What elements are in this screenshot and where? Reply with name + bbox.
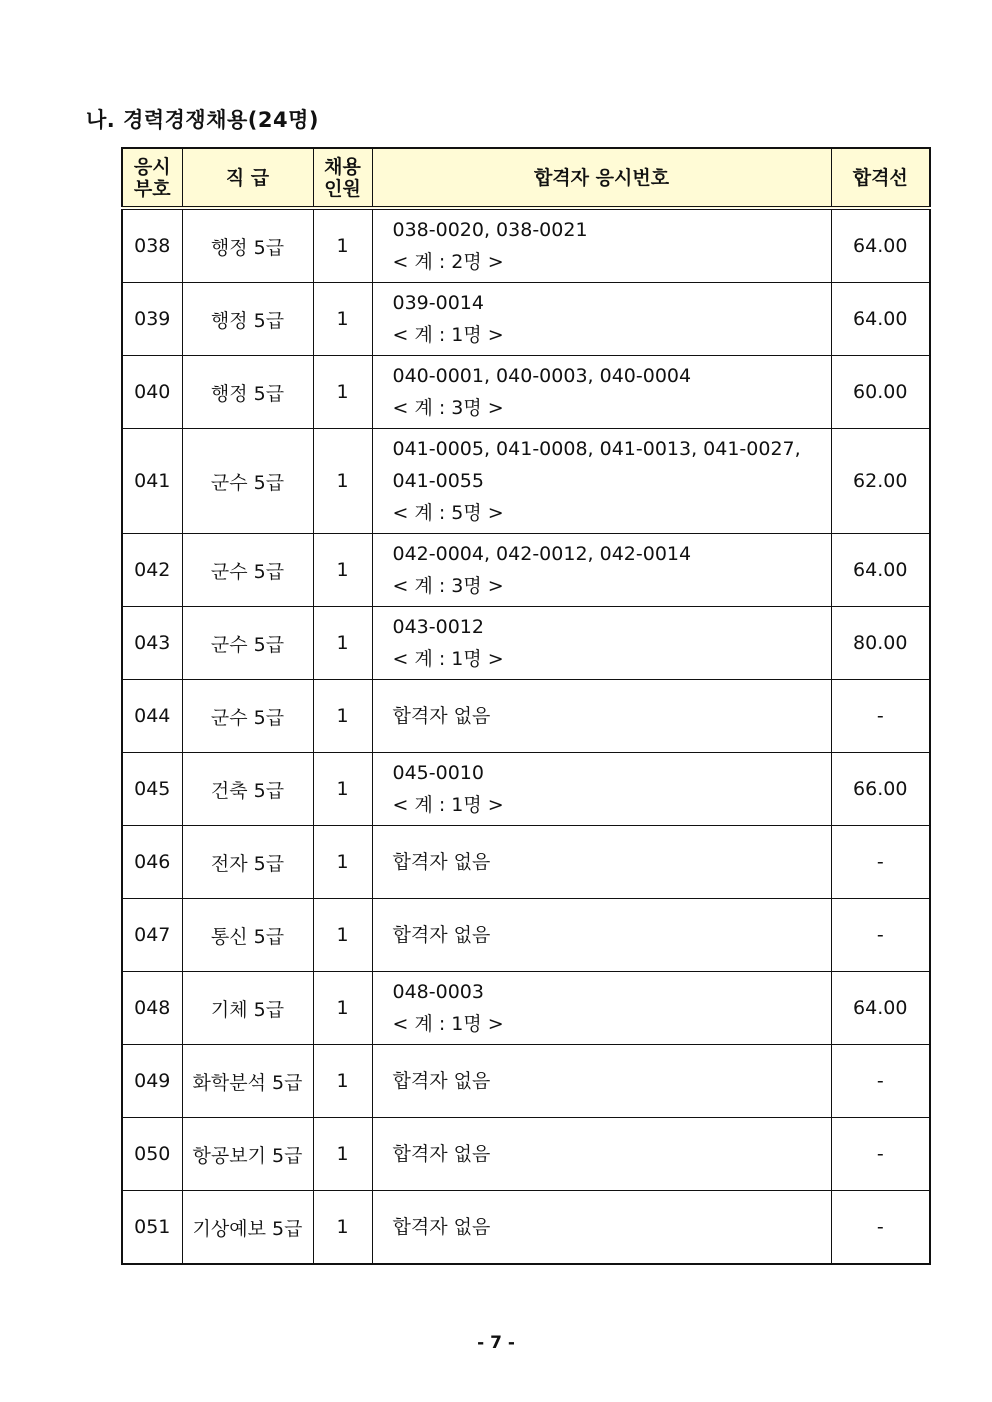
grade-cell: 행정 5급 <box>182 283 313 356</box>
section-title: 나. 경력경쟁채용(24명) <box>86 108 319 132</box>
hires-cell: 1 <box>313 1045 372 1118</box>
table-row <box>122 972 930 1045</box>
cutoff-cell: - <box>831 1118 930 1191</box>
hires-cell: 1 <box>313 534 372 607</box>
passer-numbers-line: 합격자 없음 <box>392 1143 491 1165</box>
passer-numbers-line: 045-0010 <box>392 762 484 784</box>
hires-cell: 1 <box>313 607 372 680</box>
exam-code-cell: 040 <box>122 356 182 429</box>
table-row <box>122 534 930 607</box>
passer-numbers-cell <box>372 1045 831 1118</box>
passer-numbers-line: 합격자 없음 <box>392 851 491 873</box>
passer-numbers-line: < 계 : 1명 > <box>392 324 504 346</box>
exam-code-cell: 041 <box>122 429 182 534</box>
cutoff-cell: - <box>831 1191 930 1265</box>
grade-cell: 기상예보 5급 <box>182 1191 313 1265</box>
passer-numbers-line: 합격자 없음 <box>392 1070 491 1092</box>
passer-numbers-line: 039-0014 <box>392 292 484 314</box>
hires-cell: 1 <box>313 1191 372 1265</box>
passer-numbers-line: 048-0003 <box>392 981 484 1003</box>
passer-numbers-cell <box>372 753 831 826</box>
passer-numbers-line: < 계 : 2명 > <box>392 251 504 273</box>
cutoff-cell: 64.00 <box>831 208 930 283</box>
grade-cell: 화학분석 5급 <box>182 1045 313 1118</box>
header-numbers: 합격자 응시번호 <box>372 148 831 208</box>
passer-numbers-line: 합격자 없음 <box>392 1216 491 1238</box>
passer-numbers-cell <box>372 208 831 283</box>
table-row <box>122 208 930 283</box>
passer-numbers-cell <box>372 680 831 753</box>
hires-cell: 1 <box>313 899 372 972</box>
passer-numbers-line: 043-0012 <box>392 616 484 638</box>
passer-numbers-cell <box>372 283 831 356</box>
grade-cell: 전자 5급 <box>182 826 313 899</box>
passer-numbers-line: < 계 : 5명 > <box>392 502 504 524</box>
header-cutoff: 합격선 <box>831 148 930 208</box>
grade-cell: 행정 5급 <box>182 208 313 283</box>
hires-cell: 1 <box>313 208 372 283</box>
grade-cell: 건축 5급 <box>182 753 313 826</box>
passer-numbers-cell <box>372 1191 831 1265</box>
exam-code-cell: 039 <box>122 283 182 356</box>
cutoff-cell: - <box>831 826 930 899</box>
cutoff-cell: 66.00 <box>831 753 930 826</box>
header-code-line1: 응시 <box>133 155 171 178</box>
passer-numbers-line: 합격자 없음 <box>392 924 491 946</box>
cutoff-cell: 80.00 <box>831 607 930 680</box>
hires-cell: 1 <box>313 972 372 1045</box>
passer-numbers-cell <box>372 534 831 607</box>
grade-cell: 군수 5급 <box>182 429 313 534</box>
cutoff-cell: 64.00 <box>831 972 930 1045</box>
cutoff-cell: - <box>831 680 930 753</box>
header-hires-line2: 인원 <box>324 177 361 200</box>
hires-cell: 1 <box>313 283 372 356</box>
passer-numbers-line: < 계 : 3명 > <box>392 575 504 597</box>
passer-numbers-cell <box>372 1118 831 1191</box>
table-row <box>122 826 930 899</box>
grade-cell: 행정 5급 <box>182 356 313 429</box>
table-row <box>122 680 930 753</box>
hires-cell: 1 <box>313 680 372 753</box>
passer-numbers-cell <box>372 429 831 534</box>
passer-numbers-line: < 계 : 1명 > <box>392 648 504 670</box>
page-number: - 7 - <box>477 1333 515 1353</box>
table-row <box>122 356 930 429</box>
passer-numbers-cell <box>372 972 831 1045</box>
exam-code-cell: 046 <box>122 826 182 899</box>
header-hires-line1: 채용 <box>324 155 361 178</box>
cutoff-cell: 64.00 <box>831 283 930 356</box>
exam-code-cell: 045 <box>122 753 182 826</box>
passer-numbers-cell <box>372 356 831 429</box>
passer-numbers-line: 038-0020, 038-0021 <box>392 219 588 241</box>
cutoff-cell: 62.00 <box>831 429 930 534</box>
hires-cell: 1 <box>313 1118 372 1191</box>
table-row <box>122 1118 930 1191</box>
table-row <box>122 753 930 826</box>
exam-code-cell: 048 <box>122 972 182 1045</box>
table-row <box>122 1045 930 1118</box>
exam-code-cell: 051 <box>122 1191 182 1265</box>
grade-cell: 군수 5급 <box>182 607 313 680</box>
grade-cell: 통신 5급 <box>182 899 313 972</box>
header-code-line2: 부호 <box>133 177 171 200</box>
cutoff-cell: - <box>831 899 930 972</box>
exam-code-cell: 050 <box>122 1118 182 1191</box>
grade-cell: 항공보기 5급 <box>182 1118 313 1191</box>
exam-code-cell: 044 <box>122 680 182 753</box>
passer-numbers-line: 합격자 없음 <box>392 705 491 727</box>
passer-numbers-line: < 계 : 3명 > <box>392 397 504 419</box>
passer-numbers-line: < 계 : 1명 > <box>392 794 504 816</box>
grade-cell: 군수 5급 <box>182 680 313 753</box>
results-table <box>121 147 931 1265</box>
exam-code-cell: 049 <box>122 1045 182 1118</box>
hires-cell: 1 <box>313 753 372 826</box>
exam-code-cell: 038 <box>122 208 182 283</box>
passer-numbers-cell <box>372 826 831 899</box>
cutoff-cell: - <box>831 1045 930 1118</box>
table-row <box>122 607 930 680</box>
passer-numbers-line: 042-0004, 042-0012, 042-0014 <box>392 543 692 565</box>
passer-numbers-line: < 계 : 1명 > <box>392 1013 504 1035</box>
table-row <box>122 429 930 534</box>
hires-cell: 1 <box>313 429 372 534</box>
table-row <box>122 1191 930 1265</box>
exam-code-cell: 042 <box>122 534 182 607</box>
grade-cell: 군수 5급 <box>182 534 313 607</box>
header-code <box>122 148 182 208</box>
passer-numbers-line: 041-0055 <box>392 470 484 492</box>
header-grade: 직 급 <box>182 148 313 208</box>
exam-code-cell: 043 <box>122 607 182 680</box>
passer-numbers-cell <box>372 899 831 972</box>
hires-cell: 1 <box>313 826 372 899</box>
hires-cell: 1 <box>313 356 372 429</box>
table-row <box>122 283 930 356</box>
grade-cell: 기체 5급 <box>182 972 313 1045</box>
exam-code-cell: 047 <box>122 899 182 972</box>
cutoff-cell: 60.00 <box>831 356 930 429</box>
passer-numbers-line: 041-0005, 041-0008, 041-0013, 041-0027, <box>392 438 801 460</box>
cutoff-cell: 64.00 <box>831 534 930 607</box>
header-hires <box>313 148 372 208</box>
table-row <box>122 899 930 972</box>
header-row <box>122 148 930 208</box>
passer-numbers-cell <box>372 607 831 680</box>
passer-numbers-line: 040-0001, 040-0003, 040-0004 <box>392 365 692 387</box>
